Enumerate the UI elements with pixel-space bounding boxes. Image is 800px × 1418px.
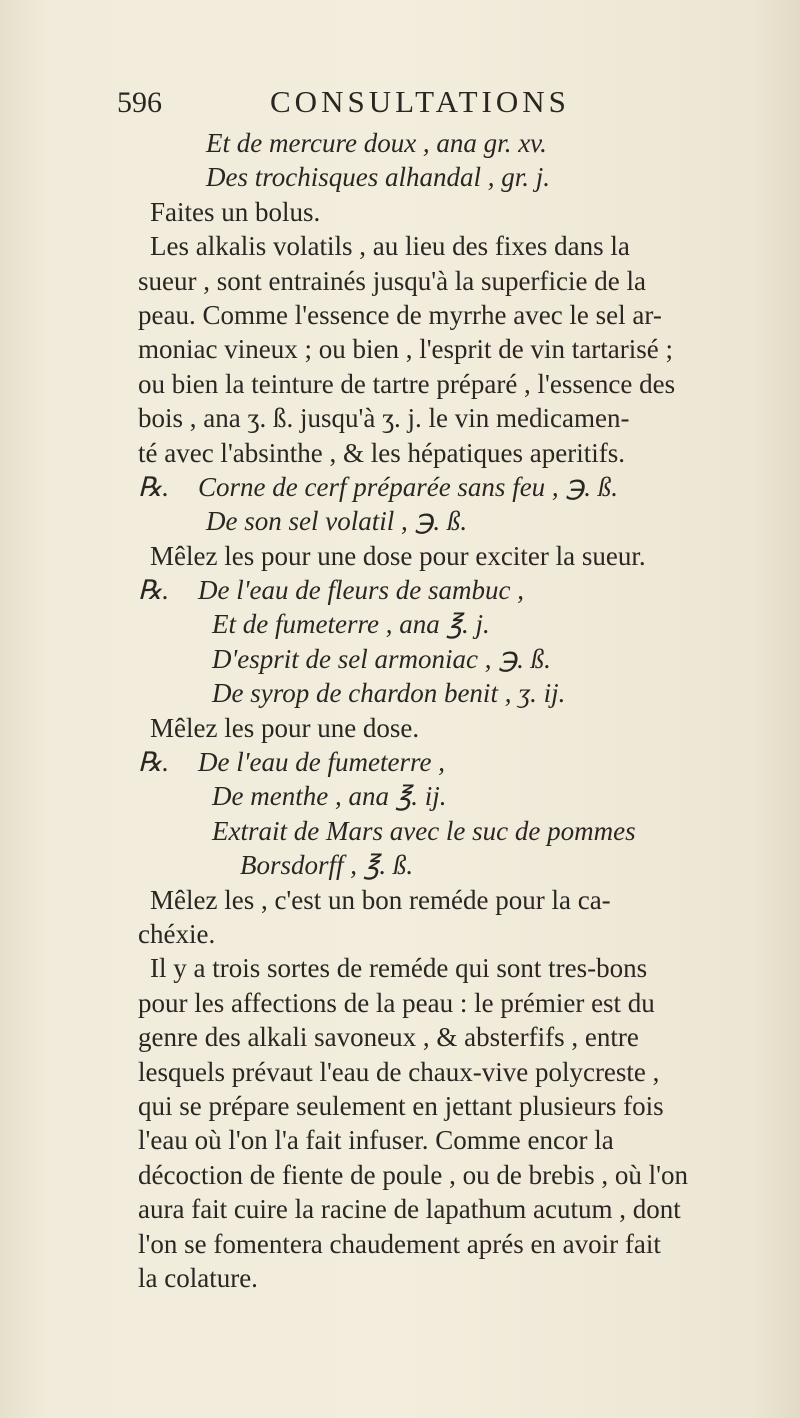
running-header bbox=[117, 86, 637, 126]
running-title: CONSULTATIONS bbox=[270, 84, 570, 119]
text-line: chéxie. bbox=[138, 918, 216, 949]
text-line: De syrop de chardon benit , ʒ. ij. bbox=[212, 678, 566, 709]
text-line: Mêlez les pour une dose pour exciter la sueur. bbox=[150, 540, 646, 571]
text-line: décoction de fiente de poule , ou de brebis , où l'on bbox=[138, 1159, 688, 1190]
text-line: qui se prépare seulement en jettant plusieurs fois bbox=[138, 1090, 664, 1121]
text-line: Borsdorff , ℥. ß. bbox=[240, 850, 414, 881]
recipe-mark: ℞. bbox=[138, 471, 169, 502]
page-number: 596 bbox=[117, 86, 162, 119]
text-line: ou bien la teinture de tartre préparé , l'essence des bbox=[138, 368, 676, 399]
text-line: Et de mercure doux , ana gr. xv. bbox=[206, 128, 547, 158]
text-line: Faites un bolus. bbox=[150, 196, 321, 227]
text-line: sueur , sont entrainés jusqu'à la superficie de la bbox=[138, 265, 646, 296]
text-line: D'esprit de sel armoniac , ℈. ß. bbox=[212, 643, 551, 674]
recipe-text: Corne de cerf préparée sans feu , ℈. ß. bbox=[198, 471, 619, 502]
text-line: bois , ana ʒ. ß. jusqu'à ʒ. j. le vin medicamen- bbox=[138, 403, 630, 434]
text-line: moniac vineux ; ou bien , l'esprit de vin tartarisé ; bbox=[138, 334, 673, 365]
text-line: Des trochisques alhandal , gr. j. bbox=[206, 162, 550, 193]
text-line: genre des alkali savoneux , & absterfifs , entre bbox=[138, 1022, 639, 1053]
text-line: pour les affections de la peau : le prémier est du bbox=[138, 987, 655, 1018]
recipe-mark: ℞. bbox=[138, 747, 169, 778]
recipe-text: De l'eau de fumeterre , bbox=[198, 747, 445, 778]
text-line: Mêlez les , c'est un bon reméde pour la ca- bbox=[150, 884, 611, 915]
text-line: De menthe , ana ℥. ij. bbox=[212, 781, 447, 812]
text-line: Extrait de Mars avec le suc de pommes bbox=[212, 815, 636, 846]
text-line: Mêlez les pour une dose. bbox=[150, 712, 420, 743]
text-line: Les alkalis volatils , au lieu des fixes dans la bbox=[150, 231, 630, 262]
recipe-mark: ℞. bbox=[138, 575, 169, 606]
text-line: aura fait cuire la racine de lapathum acutum , dont bbox=[138, 1194, 681, 1225]
body-text bbox=[138, 126, 760, 1295]
text-line: De son sel volatil , ℈. ß. bbox=[206, 506, 468, 537]
recipe-line bbox=[138, 573, 760, 607]
text-line: la colature. bbox=[138, 1262, 258, 1293]
recipe-line bbox=[138, 470, 760, 504]
text-line: peau. Comme l'essence de myrrhe avec le sel ar- bbox=[138, 299, 662, 330]
text-line: l'on se fomentera chaudement aprés en avoir fait bbox=[138, 1228, 661, 1259]
text-line: l'eau où l'on l'a fait infuser. Comme encor la bbox=[138, 1125, 614, 1156]
text-line: Et de fumeterre , ana ℥. j. bbox=[212, 609, 490, 640]
text-line: Il y a trois sortes de reméde qui sont tres-bons bbox=[150, 953, 648, 984]
recipe-text: De l'eau de fleurs de sambuc , bbox=[198, 575, 524, 606]
text-line: té avec l'absinthe , & les hépatiques aperitifs. bbox=[138, 437, 625, 468]
text-line: lesquels prévaut l'eau de chaux-vive polycreste , bbox=[138, 1056, 660, 1087]
recipe-line bbox=[138, 745, 760, 779]
